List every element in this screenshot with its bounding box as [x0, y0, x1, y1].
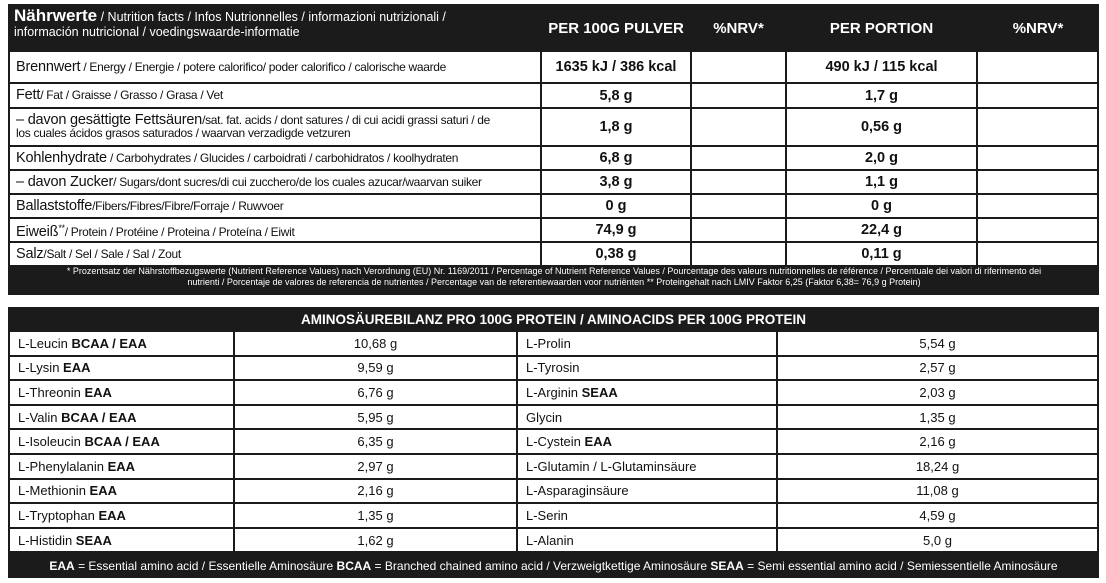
- nutrient-per100-value: 3,8 g: [542, 171, 690, 193]
- amino-name-text: L-Threonin: [18, 384, 85, 400]
- nutrient-label: [10, 243, 540, 265]
- nutrient-per100-value: 1,8 g: [542, 109, 690, 145]
- amino-value: 5,54 g: [778, 332, 1097, 355]
- amino-tag: EAA: [584, 434, 612, 450]
- nutrient-portion-value: 0 g: [787, 195, 976, 217]
- amino-value: 2,57 g: [778, 357, 1097, 380]
- nutrient-translations-2: los cuales ácidos grasos saturados / waarvan verzadigde vetzuren: [16, 126, 351, 140]
- nutrient-nrv1-value: [692, 171, 785, 193]
- nutrient-label: [10, 147, 540, 169]
- amino-name-text: L-Glutamin / L-Glutaminsäure: [526, 458, 697, 474]
- amino-name: [518, 381, 776, 404]
- nutrient-name: – davon Zucker: [16, 173, 114, 190]
- nutrient-label: [10, 109, 540, 145]
- amino-name: [10, 332, 233, 355]
- amino-name: [518, 430, 776, 453]
- nutrient-translations: / Fat / Graisse / Grasso / Grasa / Vet: [40, 88, 223, 102]
- nutrient-nrv1-value: [692, 219, 785, 241]
- amino-tag: BCAA / EAA: [61, 409, 137, 425]
- amino-name: [10, 381, 233, 404]
- nutrient-nrv2-value: [978, 219, 1097, 241]
- legend-eaa-text: = Essential amino acid / Essentielle Aminosäure: [74, 559, 337, 573]
- nutrition-title-line2: información nutricional / voedingswaarde-informatie: [14, 25, 300, 39]
- amino-name-text: Glycin: [526, 409, 563, 425]
- nutrient-name: – davon gesättigte Fettsäuren: [16, 112, 203, 128]
- amino-legend: [8, 556, 1099, 576]
- nutrient-nrv2-value: [978, 243, 1097, 265]
- nutrient-per100-value: 0,38 g: [542, 243, 690, 265]
- nutrient-translations: /sat. fat. acids / dont satures / di cui acidi grassi saturi / de: [202, 113, 491, 127]
- nutrient-name: Eiweiß: [16, 223, 59, 240]
- footnote-line1: * Prozentsatz der Nährstoffbezugswerte (Nutrient Reference Values) nach Verordnung (EU) Nr. 1169/2011 / Percentage of Nutrient Reference Values / Pourcentage des valeurs nutritionnelles de référence / Percentuale dei valori di riferimento dei: [66, 266, 1042, 276]
- amino-name-text: L-Histidin: [18, 532, 76, 548]
- amino-name: [10, 480, 233, 503]
- amino-name-text: L-Methionin: [18, 483, 90, 499]
- nutrient-nrv2-value: [978, 147, 1097, 169]
- nutrition-table: [8, 4, 1099, 295]
- amino-name: [10, 406, 233, 429]
- nutrient-name: Kohlenhydrate: [16, 149, 107, 166]
- amino-name: [10, 529, 233, 552]
- nutrient-nrv2-value: [978, 84, 1097, 107]
- amino-name-text: L-Phenylalanin: [18, 458, 108, 474]
- amino-name-text: L-Valin: [18, 409, 62, 425]
- amino-name-text: L-Arginin: [526, 384, 582, 400]
- amino-tag: EAA: [89, 483, 117, 499]
- amino-name: [518, 406, 776, 429]
- header-nrv2: %NRV*: [1012, 19, 1064, 37]
- nutrient-label: [10, 84, 540, 107]
- amino-tag: EAA: [63, 360, 91, 376]
- amino-name: [518, 529, 776, 552]
- amino-name-text: L-Serin: [526, 507, 568, 523]
- amino-name: [10, 504, 233, 527]
- amino-tag: SEAA: [75, 532, 112, 548]
- amino-tag: EAA: [98, 507, 126, 523]
- amino-value: 6,76 g: [235, 381, 516, 404]
- amino-tag: EAA: [84, 384, 112, 400]
- nutrient-name: Brennwert: [16, 58, 81, 75]
- amino-value: 5,95 g: [235, 406, 516, 429]
- nutrient-portion-value: 490 kJ / 115 kcal: [787, 52, 976, 82]
- nutrient-translations: / Sugars/dont sucres/di cui zucchero/de los cuales azucar/waarvan suiker: [113, 174, 482, 189]
- nutrient-name: Ballaststoffe: [16, 197, 93, 214]
- amino-tag: EAA: [107, 458, 136, 474]
- amino-name-text: L-Tryptophan: [18, 507, 99, 523]
- nutrient-nrv1-value: [692, 243, 785, 265]
- nutrient-footnote-mark: **: [58, 222, 65, 233]
- header-nrv1: %NRV*: [713, 19, 764, 37]
- amino-name: [518, 332, 776, 355]
- amino-name-text: L-Lysin: [18, 360, 64, 376]
- amino-value: 2,03 g: [778, 381, 1097, 404]
- nutrient-nrv2-value: [978, 195, 1097, 217]
- nutrient-per100-value: 5,8 g: [542, 84, 690, 107]
- nutrient-label: [10, 171, 540, 193]
- nutrient-translations: /Fibers/Fibres/Fibre/Forraje / Ruwvoer: [92, 198, 284, 213]
- amino-name-text: L-Alanin: [526, 532, 574, 548]
- nutrient-label: [10, 52, 540, 82]
- nutrient-per100-value: 74,9 g: [542, 219, 690, 241]
- amino-name: [518, 480, 776, 503]
- nutrient-portion-value: 0,56 g: [787, 109, 976, 145]
- amino-name-text: L-Isoleucin: [18, 434, 85, 450]
- header-portion: PER PORTION: [829, 19, 934, 37]
- amino-value: 18,24 g: [778, 455, 1097, 478]
- nutrition-title-main: Nährwerte: [14, 6, 98, 25]
- nutrient-translations: / Protein / Protéine / Proteina / Proteína / Eiwit: [64, 224, 295, 239]
- amino-value: 2,16 g: [235, 480, 516, 503]
- nutrient-nrv2-value: [978, 109, 1097, 145]
- amino-value: 1,62 g: [235, 529, 516, 552]
- nutrient-nrv1-value: [692, 109, 785, 145]
- amino-value: 1,35 g: [235, 504, 516, 527]
- footnote-line2: nutrienti / Porcentaje de valores de referencia de nutrientes / Percentage van de referentiewaarden voor nutriënten ** Proteingehalt nach LMIV Faktor 6,25 (Faktor 6,38= 76,9 g Protein): [187, 277, 921, 287]
- nutrient-nrv1-value: [692, 195, 785, 217]
- amino-tag: BCAA / EAA: [84, 434, 160, 450]
- amino-name: [10, 455, 233, 478]
- amino-value: 6,35 g: [235, 430, 516, 453]
- amino-value: 5,0 g: [778, 529, 1097, 552]
- amino-value: 4,59 g: [778, 504, 1097, 527]
- amino-name-text: L-Cystein: [526, 434, 585, 450]
- amino-value: 10,68 g: [235, 332, 516, 355]
- amino-value: 11,08 g: [778, 480, 1097, 503]
- amino-tag: BCAA / EAA: [71, 335, 147, 351]
- legend-seaa-text: = Semi essential amino acid / Semiessentielle Aminosäure: [743, 559, 1058, 573]
- nutrient-label: [10, 219, 540, 241]
- nutrient-nrv2-value: [978, 52, 1097, 82]
- amino-value: 2,97 g: [235, 455, 516, 478]
- nutrition-title-rest: / Nutrition facts / Infos Nutrionnelles / informazioni nutrizionali /: [97, 10, 446, 24]
- amino-value: 9,59 g: [235, 357, 516, 380]
- amino-tag: SEAA: [581, 384, 618, 400]
- nutrient-per100-value: 6,8 g: [542, 147, 690, 169]
- nutrient-nrv2-value: [978, 171, 1097, 193]
- nutrient-nrv1-value: [692, 147, 785, 169]
- nutrient-portion-value: 0,11 g: [787, 243, 976, 265]
- nutrient-name: Salz: [16, 245, 44, 262]
- nutrient-portion-value: 1,1 g: [787, 171, 976, 193]
- nutrient-translations: /Salt / Sel / Sale / Sal / Zout: [43, 246, 181, 261]
- amino-name: [518, 504, 776, 527]
- amino-name: [518, 455, 776, 478]
- header-per100: PER 100G PULVER: [548, 19, 684, 37]
- nutrient-portion-value: 1,7 g: [787, 84, 976, 107]
- amino-value: 1,35 g: [778, 406, 1097, 429]
- amino-name: [10, 357, 233, 380]
- legend-bcaa: BCAA: [336, 559, 372, 573]
- nutrition-title: [14, 8, 534, 40]
- footnote: [14, 266, 1094, 288]
- amino-table: [8, 307, 1099, 578]
- nutrient-nrv1-value: [692, 52, 785, 82]
- amino-name-text: L-Prolin: [526, 335, 571, 351]
- nutrient-per100-value: 1635 kJ / 386 kcal: [542, 52, 690, 82]
- amino-name-text: L-Asparaginsäure: [526, 483, 629, 499]
- amino-title: AMINOSÄUREBILANZ PRO 100G PROTEIN / AMINOACIDS PER 100G PROTEIN: [300, 311, 807, 327]
- amino-name: [518, 357, 776, 380]
- nutrient-name: Fett: [16, 87, 41, 103]
- nutrient-label: [10, 195, 540, 217]
- amino-name: [10, 430, 233, 453]
- amino-value: 2,16 g: [778, 430, 1097, 453]
- legend-bcaa-text: = Branched chained amino acid / Verzweigtkettige Aminosäure: [371, 559, 711, 573]
- amino-name-text: L-Tyrosin: [526, 360, 580, 376]
- legend-seaa: SEAA: [710, 559, 744, 573]
- nutrient-portion-value: 2,0 g: [787, 147, 976, 169]
- legend-eaa: EAA: [49, 559, 75, 573]
- nutrient-nrv1-value: [692, 84, 785, 107]
- amino-name-text: L-Leucin: [18, 335, 72, 351]
- nutrient-portion-value: 22,4 g: [787, 219, 976, 241]
- nutrient-translations: / Carbohydrates / Glucides / carboidrati / carbohidratos / koolhydraten: [106, 150, 459, 165]
- nutrient-per100-value: 0 g: [542, 195, 690, 217]
- nutrient-translations: / Energy / Energie / potere calorifico/ poder calorifico / calorische waarde: [80, 59, 447, 74]
